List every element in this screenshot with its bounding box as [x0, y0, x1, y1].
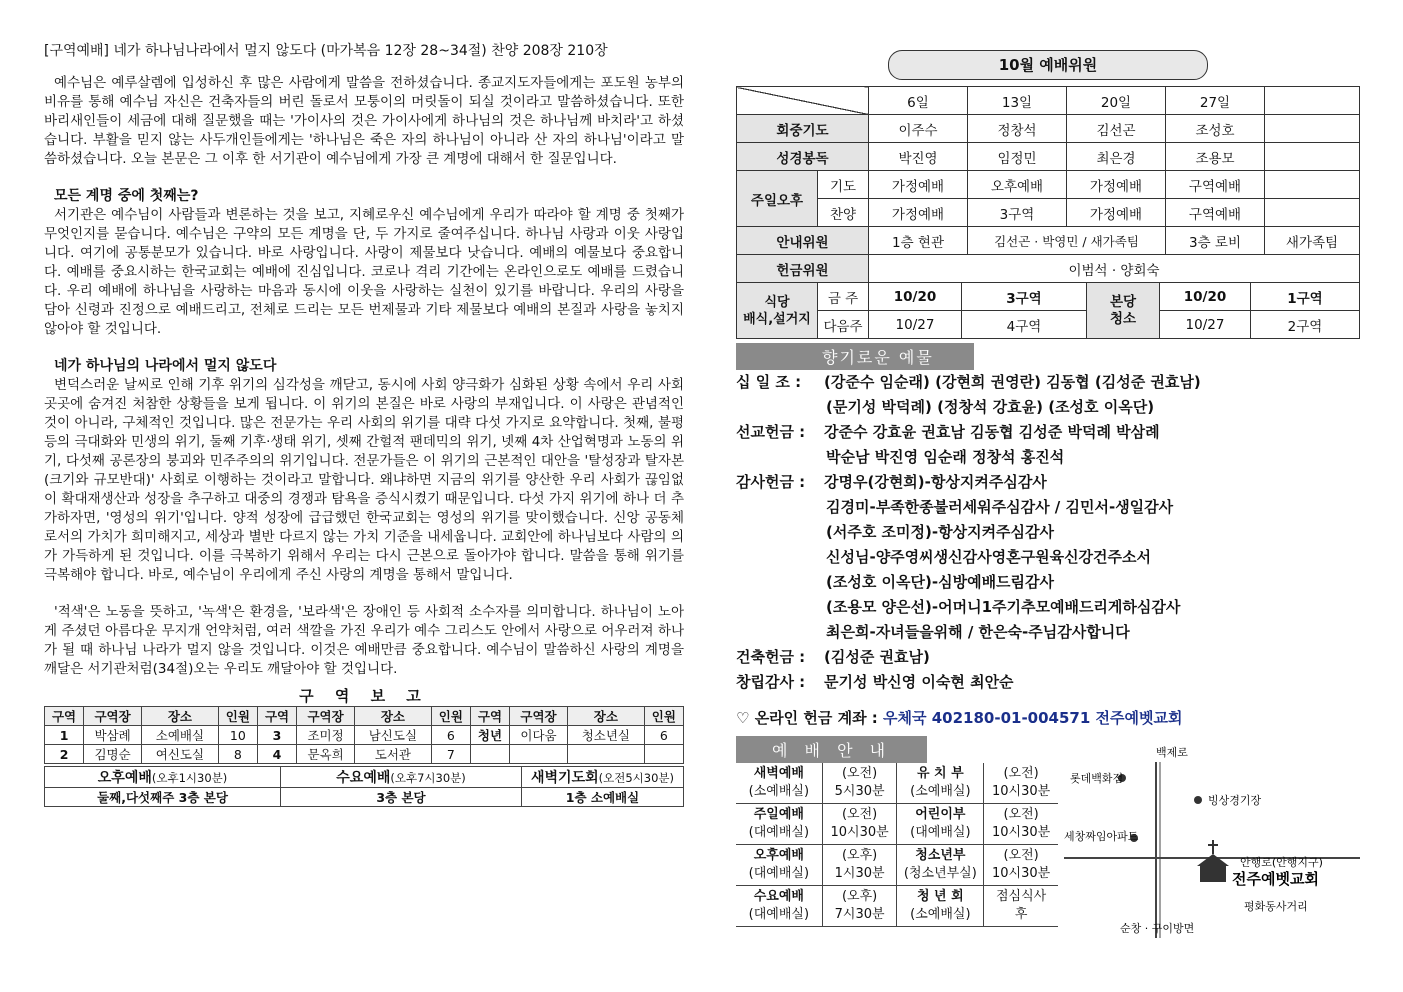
worship-committee-table — [736, 86, 1360, 283]
row-label-sunday-pm: 주일오후 — [737, 171, 818, 227]
date-col-4: 27일 — [1166, 87, 1265, 115]
report-header-cell: 구역 — [257, 707, 296, 726]
church-icon — [1197, 840, 1229, 882]
guide-cell: 수요예배 (대예배실) — [736, 886, 822, 927]
report-cell: 도서관 — [355, 745, 432, 764]
church-map — [1064, 742, 1360, 938]
mission-names: 박순남 박진영 임순래 정창석 홍진석 — [826, 448, 1065, 466]
prayer-cell: 정창석 — [968, 115, 1067, 143]
sermon-subheading-1: 모든 계명 중에 첫째는? — [54, 188, 199, 204]
dining-cleaning-table — [736, 282, 1360, 339]
guide-cell: 주일예배 (대예배실) — [736, 804, 822, 845]
wednesday-service-time: (오후7시30분) — [390, 771, 466, 785]
report-cell: 박삼례 — [84, 726, 142, 745]
report-cell: 10 — [218, 726, 257, 745]
report-cell: 6 — [644, 726, 683, 745]
founding-label: 창립감사 : — [736, 673, 806, 691]
report-title: 구 역 보 고 — [299, 687, 429, 705]
account-label: 온라인 헌금 계좌 : — [754, 709, 878, 727]
row-label-reading: 성경봉독 — [737, 143, 869, 171]
online-account — [736, 707, 1360, 728]
guide-cell: 오후예배 (대예배실) — [736, 845, 822, 886]
report-cell: 7 — [431, 745, 470, 764]
report-cell: 김명순 — [84, 745, 142, 764]
tithe-names: (문기성 박덕례) (정창석 강효윤) (조성호 이옥단) — [826, 398, 1155, 416]
map-label-road: 안행로(안행지구) — [1240, 856, 1323, 869]
thanks-entry: (조용모 양은선)-어머니1주기추모예배드리게하심감사 — [826, 598, 1181, 616]
heart-icon: ♡ — [736, 709, 750, 727]
guide-row — [736, 886, 1058, 927]
sermon-paragraph-2: 변덕스러운 날씨로 인해 기후 위기의 심각성을 깨닫고, 동시에 사회 양극화가 심화된 상황 속에서 우리 사회 곳곳에 숨겨진 처참한 상황들을 보게 됩니다. 이 위기의 본질은 바로 사랑의 부재입니다. 이 사랑은 관념적인 것이 아니라, 구체적인 것입니다. 많은 전문가는 우리 사회의 위기를 대략 다섯 가지로 요약합니다. 첫째, 불평등의 극대화와 민생의 위기, 둘째 기후·생태 위기, 셋째 간헐적 팬데믹의 위기, 넷째 4차 산업혁명과 노동의 위기, 다섯째 공론장의 붕괴와 민주주의의 위기입니다. 전문가들은 이 위기의 근본적인 대안을 '탈성장과 탈자본(크기와 규모반대)' 사회로 이행하는 것이라고 말합니다. 왜냐하면 지금의 위기를 양산한 우리 사회가 끊임없이 확대재생산과 성장을 추구하고 대중의 경쟁과 탐욕을 증식시켰기 때문입니다. 다섯 가지 위기에 하나 더 추가하자면, '영성의 위기'입니다. 양적 성장에 급급했던 한국교회는 영성의 위기를 맞이했습니다. 신앙 공동체로서의 가치가 희미해지고, 세상과 별반 다르지 않는 가치 기준을 내세웁니다. 교회안에 하나님보다 사람의 의가 가득하게 된 것입니다. 이를 극복하기 위해서 우리는 다시 근본으로 돌아가야 합니다. 말씀을 통해 위기를 극복해야 합니다. 바로, 예수님이 우리에게 주신 사랑의 계명을 통해서 말입니다. — [44, 377, 684, 583]
reading-cell: 최은경 — [1067, 143, 1166, 171]
report-cell — [567, 745, 644, 764]
map-label-church: 전주예벳교회 — [1232, 870, 1319, 888]
map-label-lotte: 롯데백화점 — [1070, 772, 1124, 785]
prayer-cell: 이주수 — [869, 115, 968, 143]
report-cell — [510, 745, 568, 764]
guide-cell: 새벽예배 (소예배실) — [736, 763, 822, 804]
sermon-subheading-2: 네가 하나님의 나라에서 멀지 않도다 — [54, 358, 277, 374]
dawn-prayer-place: 1층 소예배실 — [522, 788, 684, 807]
thanks-entry: (조성호 이옥단)-심방예배드림감사 — [826, 573, 1055, 591]
pm-prayer-cell: 가정예배 — [869, 171, 968, 199]
sermon-paragraph-1: 서기관은 예수님이 사람들과 변론하는 것을 보고, 지혜로우신 예수님에게 우리가 따라야 할 계명 중 첫째가 무엇인지를 묻습니다. 예수님은 구약의 모든 계명을 단, 두 가지로 줄여주십니다. 하나님 사랑과 이웃 사랑입니다. 여기에 공통분모가 있습니다. 바로 사랑입니다. 사랑이 제물보다 낫습니다. 예배의 예물보다 중요합니다. 예배를 중요시하는 한국교회는 예배에 진심입니다. 코로나 격리 기간에는 온라인으로도 예배를 드렸습니다. 우리 예배에 하나님을 사랑하는 마음과 동시에 이웃을 사랑하는 실천이 있기를 바랍니다. 우리의 사랑을 담아 신령과 진정으로 예배드리고, 전체로 드리는 모든 번제물과 기타 제물보다 예배의 본질과 사랑을 놓치지 않아야 할 것입니다. — [44, 207, 684, 337]
thanks-entry: 강명우(강현희)-항상지켜주심감사 — [824, 473, 1047, 491]
cleaning-date: 10/20 — [1160, 283, 1251, 311]
report-cell: 4 — [257, 745, 296, 764]
dawn-prayer-time: (오전5시30분) — [598, 771, 674, 785]
service-times-table — [44, 766, 684, 807]
guide-cell: (오전) 10시30분 — [992, 766, 1051, 799]
wednesday-service-place: 3층 본당 — [281, 788, 522, 807]
building-label: 건축헌금 : — [736, 648, 806, 666]
pm-praise-cell: 구역예배 — [1166, 199, 1265, 227]
guide-cell: (오전) 10시30분 — [822, 804, 897, 845]
report-cell: 청년 — [470, 726, 509, 745]
report-cell — [470, 745, 509, 764]
reading-cell: 임정민 — [968, 143, 1067, 171]
reading-cell: 박진영 — [869, 143, 968, 171]
pm-praise-cell: 가정예배 — [1067, 199, 1166, 227]
pm-prayer-cell — [1265, 171, 1360, 199]
sermon-title-main: [구역예배] 네가 하나님나라에서 멀지 않도다 (마가복음 12장 28~34절) — [44, 43, 487, 59]
guide-cell: 어린이부 (대예배실) — [897, 804, 984, 845]
report-cell — [644, 745, 683, 764]
pm-praise-cell — [1265, 199, 1360, 227]
map-label-apt: 세창짜임아파트 — [1064, 830, 1139, 843]
date-col-1: 6일 — [869, 87, 968, 115]
offerings-header: 향기로운 예물 — [736, 343, 974, 370]
cleaning-group: 2구역 — [1251, 311, 1360, 339]
prayer-cell: 조성호 — [1166, 115, 1265, 143]
guide-cell: (오전) 10시30분 — [992, 807, 1051, 840]
cleaning-label: 본당 청소 — [1087, 283, 1160, 339]
map-label-cross: 평화동사거리 — [1244, 900, 1308, 913]
founding-names: 문기성 박신영 이숙현 최안순 — [824, 673, 1014, 691]
guide-row — [736, 804, 1058, 845]
cleaning-group: 1구역 — [1251, 283, 1360, 311]
dining-date: 10/27 — [869, 311, 962, 339]
guide-row — [736, 845, 1058, 886]
usher-cell: 새가족팀 — [1265, 227, 1360, 255]
table-corner — [737, 87, 869, 115]
guide-cell: 청 년 회 (소예배실) — [897, 886, 984, 927]
mission-label: 선교헌금 : — [736, 423, 806, 441]
usher-cell: 1층 현관 — [869, 227, 968, 255]
prayer-cell — [1265, 115, 1360, 143]
thanks-entry: 김경미-부족한종불러세워주심감사 / 김민서-생일감사 — [826, 498, 1174, 516]
dining-group: 4구역 — [962, 311, 1087, 339]
report-header-cell: 장소 — [142, 707, 219, 726]
report-header-cell: 구역 — [45, 707, 84, 726]
dining-label: 식당 배식,설거지 — [737, 283, 818, 339]
report-cell: 1 — [45, 726, 84, 745]
guide-cell: 청소년부 (청소년부실) — [897, 845, 984, 886]
guide-cell: (오후) 1시30분 — [822, 845, 897, 886]
date-col-2: 13일 — [968, 87, 1067, 115]
report-cell: 조미정 — [297, 726, 355, 745]
wednesday-service-name: 수요예배 — [336, 770, 391, 786]
row-label-offering: 헌금위원 — [737, 255, 869, 283]
guide-cell: (오전) 5시30분 — [822, 763, 897, 804]
mission-names: 강준수 강효윤 권효남 김동협 김성준 박덕례 박삼례 — [824, 423, 1160, 441]
guide-cell: (오후) 7시30분 — [822, 886, 897, 927]
offerings-list — [736, 370, 1360, 695]
dining-group: 3구역 — [962, 283, 1087, 311]
report-header-cell: 장소 — [567, 707, 644, 726]
report-cell: 이다움 — [510, 726, 568, 745]
sermon-title — [44, 40, 684, 60]
sermon-hymn: 찬양 208장 210장 — [486, 43, 608, 59]
report-header-cell: 인원 — [431, 707, 470, 726]
dining-date: 10/20 — [869, 283, 962, 311]
thanks-entry: 신성님-양주영씨생신감사영혼구원육신강건주소서 — [826, 548, 1152, 566]
pm-prayer-cell: 구역예배 — [1166, 171, 1265, 199]
report-cell: 문옥희 — [297, 745, 355, 764]
thanks-entry: 최은희-자녀들을위해 / 한은숙-주님감사합니다 — [826, 623, 1130, 641]
report-header-cell: 인원 — [644, 707, 683, 726]
this-week-label: 금 주 — [818, 283, 869, 311]
report-table — [44, 706, 684, 764]
row-label-prayer: 회중기도 — [737, 115, 869, 143]
report-header-cell: 구역장 — [510, 707, 568, 726]
offering-committee-cell: 이범석 · 양회숙 — [869, 255, 1360, 283]
report-cell: 청소년실 — [567, 726, 644, 745]
bulletin-right-column — [736, 50, 1360, 941]
afternoon-service-place: 둘째,다섯째주 3층 본당 — [45, 788, 281, 807]
sermon-intro: 예수님은 예루살렘에 입성하신 후 많은 사람에게 말씀을 전하셨습니다. 종교지도자들에게는 포도원 농부의 비유를 통해 예수님 자신은 건축자들의 버린 돌로서 모퉁이의 머릿돌이 되실 것이라고 말씀하셨습니다. 또한 바리새인들이 세금에 대해 질문했을 때는 '가이사의 것은 가이사에게 하나님의 것은 하나님께 바치라'고 하셨습니다. 부활을 믿지 않는 사두개인들에게는 '하나님은 죽은 자의 하나님이 아니라 산 자의 하나님'이라고 말씀하셨습니다. 오늘 본문은 그 이후 한 서기관이 예수님에게 가장 큰 계명에 대해서 한 질문입니다. — [44, 75, 684, 167]
pm-praise-cell: 가정예배 — [869, 199, 968, 227]
worship-committee-title: 10월 예배위원 — [888, 50, 1208, 80]
guide-cell: 유 치 부 (소예배실) — [897, 763, 984, 804]
report-header-cell: 구역 — [470, 707, 509, 726]
afternoon-service-name: 오후예배 — [97, 770, 152, 786]
report-header-cell: 구역장 — [297, 707, 355, 726]
account-number: 우체국 402180-01-004571 전주예벳교회 — [883, 709, 1183, 727]
next-week-label: 다음주 — [818, 311, 869, 339]
map-label-top: 백제로 — [1156, 746, 1188, 759]
date-col-3: 20일 — [1067, 87, 1166, 115]
pm-praise-cell: 3구역 — [968, 199, 1067, 227]
prayer-cell: 김선곤 — [1067, 115, 1166, 143]
pm-prayer-cell: 가정예배 — [1067, 171, 1166, 199]
report-header-cell: 인원 — [218, 707, 257, 726]
worship-guide-header: 예 배 안 내 — [736, 736, 927, 763]
pm-prayer-cell: 오후예배 — [968, 171, 1067, 199]
cleaning-date: 10/27 — [1160, 311, 1251, 339]
row-label-pm-prayer: 기도 — [818, 171, 869, 199]
guide-section — [736, 736, 1360, 941]
tithe-names: (강준수 임순래) (강현희 권영란) 김동협 (김성준 권효남) — [824, 373, 1201, 391]
guide-cell: (오전) 10시30분 — [992, 848, 1051, 881]
sermon-column — [44, 40, 684, 807]
report-cell: 6 — [431, 726, 470, 745]
report-cell: 8 — [218, 745, 257, 764]
report-cell: 소예배실 — [142, 726, 219, 745]
tithe-label: 십 일 조 : — [736, 373, 802, 391]
map-label-ice: 빙상경기장 — [1208, 794, 1262, 807]
thanks-label: 감사헌금 : — [736, 473, 806, 491]
date-col-5 — [1265, 87, 1360, 115]
afternoon-service-time: (오후1시30분) — [151, 771, 228, 785]
worship-guide-table — [736, 763, 1058, 927]
report-header-cell: 장소 — [355, 707, 432, 726]
map-label-bottom: 순창 · 구이방면 — [1120, 922, 1195, 935]
guide-cell: 점심식사 후 — [995, 889, 1047, 922]
report-cell: 3 — [257, 726, 296, 745]
usher-cell: 김선곤 · 박영민 / 새가족팀 — [968, 227, 1166, 255]
sermon-paragraph-3: '적색'은 노동을 뜻하고, '녹색'은 환경을, '보라색'은 장애인 등 사회적 소수자를 의미합니다. 하나님이 노아게 주셨던 아름다운 무지개 언약처럼, 여러 색깔을 가진 우리가 예수 그리스도 안에서 사랑으로 어우러져 하나가 될 때 하나님 나라가 멀지 않을 것입니다. 이것은 예배만큼 중요합니다. 예수님이 말씀하신 사랑의 계명을 깨달은 서기관처럼(34절)오는 우리도 깨달아야 할 것입니다. — [44, 604, 684, 677]
report-cell: 여신도실 — [142, 745, 219, 764]
ice-rink-marker — [1194, 796, 1202, 804]
usher-cell: 3층 로비 — [1166, 227, 1265, 255]
reading-cell — [1265, 143, 1360, 171]
row-label-pm-praise: 찬양 — [818, 199, 869, 227]
thanks-entry: (서주호 조미정)-항상지켜주심감사 — [826, 523, 1055, 541]
building-names: (김성준 권효남) — [824, 648, 930, 666]
report-header-cell: 구역장 — [84, 707, 142, 726]
guide-row — [736, 763, 1058, 804]
reading-cell: 조용모 — [1166, 143, 1265, 171]
report-cell: 남신도실 — [355, 726, 432, 745]
dawn-prayer-name: 새벽기도회 — [531, 770, 599, 786]
row-label-usher: 안내위원 — [737, 227, 869, 255]
report-cell: 2 — [45, 745, 84, 764]
